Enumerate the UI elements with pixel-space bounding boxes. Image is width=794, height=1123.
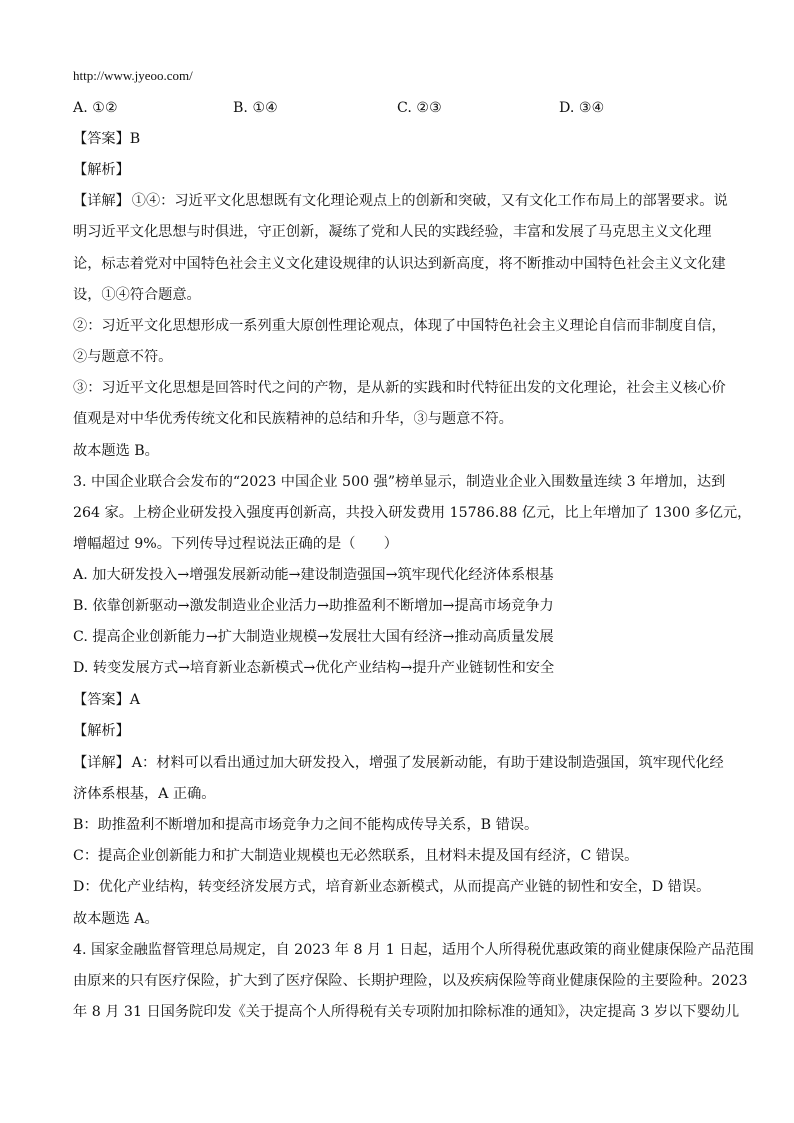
detail-text: A：材料可以看出通过加大研发投入，增强了发展新动能，有助于建设制造强国，筑牢现代化经 — [131, 755, 724, 771]
q2-detail-line: 设，①④符合题意。 — [73, 287, 201, 303]
q2-option-c: C. ②③ — [397, 100, 442, 116]
q2-detail-line: 值观是对中华优秀传统文化和民族精神的总结和升华，③与题意不符。 — [73, 411, 513, 427]
q3-option-d: D. 转变发展方式→培育新业态新模式→优化产业结构→提升产业链韧性和安全 — [73, 660, 555, 676]
q2-answer — [73, 129, 723, 149]
q2-option-d: D. ③④ — [559, 100, 605, 116]
q3-option-c: C. 提高企业创新能力→扩大制造业规模→发展壮大国有经济→推动高质量发展 — [73, 629, 554, 645]
q3-stem-line: 3. 中国企业联合会发布的“2023 中国企业 500 强”榜单显示，制造业企业入围数量连续 3 年增加，达到 — [73, 474, 726, 490]
q4-stem-line: 年 8 月 31 日国务院印发《关于提高个人所得税有关专项附加扣除标准的通知》，决定提高 3 岁以下婴幼儿 — [73, 1004, 740, 1020]
q3-analysis-tag: 【解析】 — [73, 723, 130, 739]
q2-analysis-tag: 【解析】 — [73, 162, 130, 178]
q3-detail-line: C：提高企业创新能力和扩大制造业规模也无必然联系，且材料未提及国有经济，C 错误。 — [73, 848, 639, 864]
q3-option-a: A. 加大研发投入→增强发展新动能→建设制造强国→筑牢现代化经济体系根基 — [73, 567, 554, 583]
q2-conclusion: 故本题选 B。 — [73, 443, 159, 459]
q2-detail-line — [73, 191, 728, 211]
answer-tag: 【答案】 — [73, 692, 130, 708]
q3-detail-line: D：优化产业结构，转变经济发展方式，培育新业态新模式，从而提高产业链的韧性和安全，D 错误。 — [73, 879, 711, 895]
q2-option-a: A. ①② — [73, 100, 118, 116]
answer-value: B — [129, 131, 141, 147]
answer-tag: 【答案】 — [73, 131, 130, 147]
q3-stem-line: 增幅超过 9%。下列传导过程说法正确的是（ ） — [73, 536, 398, 552]
answer-value: A — [129, 692, 141, 708]
q2-detail-line: ②：习近平文化思想形成一系列重大原创性理论观点，体现了中国特色社会主义理论自信而非制度自信， — [73, 318, 726, 334]
detail-text: ①④：习近平文化思想既有文化理论观点上的创新和突破，又有文化工作布局上的部署要求。说 — [131, 193, 728, 209]
detail-tag: 【详解】 — [73, 755, 130, 771]
q3-detail-line: B：助推盈利不断增加和提高市场竞争力之间不能构成传导关系，B 错误。 — [73, 817, 539, 833]
q4-stem-line: 由原来的只有医疗保险，扩大到了医疗保险、长期护理险，以及疾病保险等商业健康保险的主要险种。2023 — [73, 973, 748, 989]
q2-detail-line: 明习近平文化思想与时俱进，守正创新，凝练了党和人民的实践经验，丰富和发展了马克思主义文化理 — [73, 224, 712, 240]
q3-answer — [73, 690, 723, 710]
detail-tag: 【详解】 — [73, 193, 130, 209]
q3-detail-line: 济体系根基，A 正确。 — [73, 786, 216, 802]
q2-detail-line: 论，标志着党对中国特色社会主义文化建设规律的认识达到新高度，将不断推动中国特色社会主义文化建 — [73, 256, 726, 272]
source-url: http://www.jyeoo.com/ — [73, 68, 193, 83]
q2-detail-line: ③：习近平文化思想是回答时代之问的产物，是从新的实践和时代特征出发的文化理论，社会主义核心价 — [73, 380, 726, 396]
q3-detail-line — [73, 753, 723, 773]
q3-option-b: B. 依靠创新驱动→激发制造业企业活力→助推盈利不断增加→提高市场竞争力 — [73, 598, 554, 614]
q2-detail-line: ②与题意不符。 — [73, 349, 173, 365]
q4-stem-line: 4. 国家金融监督管理总局规定，自 2023 年 8 月 1 日起，适用个人所得税优惠政策的商业健康保险产品范围 — [73, 942, 754, 958]
q3-stem-line: 264 家。上榜企业研发投入强度再创新高，共投入研发费用 15786.88 亿元，比上年增加了 1300 多亿元， — [73, 505, 752, 521]
q3-conclusion: 故本题选 A。 — [73, 911, 159, 927]
q2-option-b: B. ①④ — [233, 100, 278, 116]
